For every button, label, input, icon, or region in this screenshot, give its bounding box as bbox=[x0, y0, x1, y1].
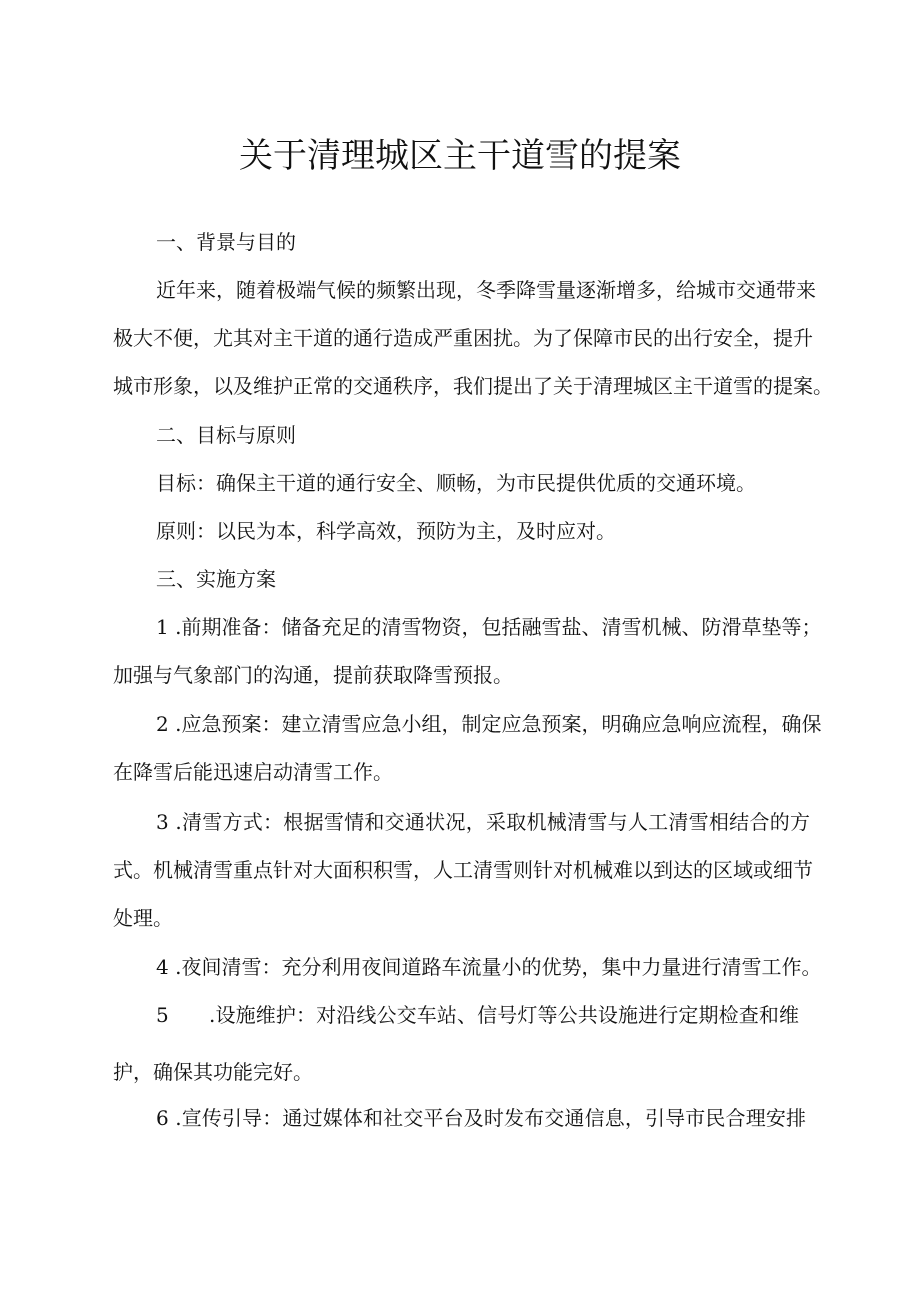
list-item-5-number: 5 bbox=[156, 1003, 169, 1027]
list-item-3-line: 处理。 bbox=[113, 906, 173, 930]
list-item-4-line: 4 .夜间清雪：充分利用夜间道路车流量小的优势，集中力量进行清雪工作。 bbox=[156, 955, 822, 979]
principle-text: 原则：以民为本，科学高效，预防为主，及时应对。 bbox=[156, 519, 616, 543]
list-item-5-line: .设施维护：对沿线公交车站、信号灯等公共设施进行定期检查和维 bbox=[209, 1003, 799, 1027]
list-item-5-line: 护，确保其功能完好。 bbox=[113, 1060, 313, 1084]
document-title: 关于清理城区主干道雪的提案 bbox=[239, 136, 681, 176]
list-item-3-line: 3 .清雪方式：根据雪情和交通状况，采取机械清雪与人工清雪相结合的方 bbox=[156, 810, 810, 834]
section-heading-plan: 三、实施方案 bbox=[156, 567, 276, 591]
list-item-3-line: 式。机械清雪重点针对大面积积雪，人工清雪则针对机械难以到达的区域或细节 bbox=[113, 858, 813, 882]
section-heading-goals: 二、目标与原则 bbox=[156, 423, 296, 447]
list-item-1-line: 1 .前期准备：储备充足的清雪物资，包括融雪盐、清雪机械、防滑草垫等； bbox=[156, 615, 822, 639]
list-item-6-line: 6 .宣传引导：通过媒体和社交平台及时发布交通信息，引导市民合理安排 bbox=[156, 1106, 806, 1130]
paragraph-line: 近年来，随着极端气候的频繁出现，冬季降雪量逐渐增多，给城市交通带来 bbox=[156, 278, 816, 302]
paragraph-line: 城市形象，以及维护正常的交通秩序，我们提出了关于清理城区主干道雪的提案。 bbox=[113, 374, 833, 398]
list-item-2-line: 在降雪后能迅速启动清雪工作。 bbox=[113, 760, 393, 784]
section-heading-background: 一、背景与目的 bbox=[156, 230, 296, 254]
paragraph-line: 极大不便，尤其对主干道的通行造成严重困扰。为了保障市民的出行安全，提升 bbox=[113, 326, 813, 350]
list-item-2-line: 2 .应急预案：建立清雪应急小组，制定应急预案，明确应急响应流程，确保 bbox=[156, 712, 822, 736]
list-item-1-line: 加强与气象部门的沟通，提前获取降雪预报。 bbox=[113, 663, 513, 687]
goal-text: 目标：确保主干道的通行安全、顺畅，为市民提供优质的交通环境。 bbox=[156, 471, 756, 495]
